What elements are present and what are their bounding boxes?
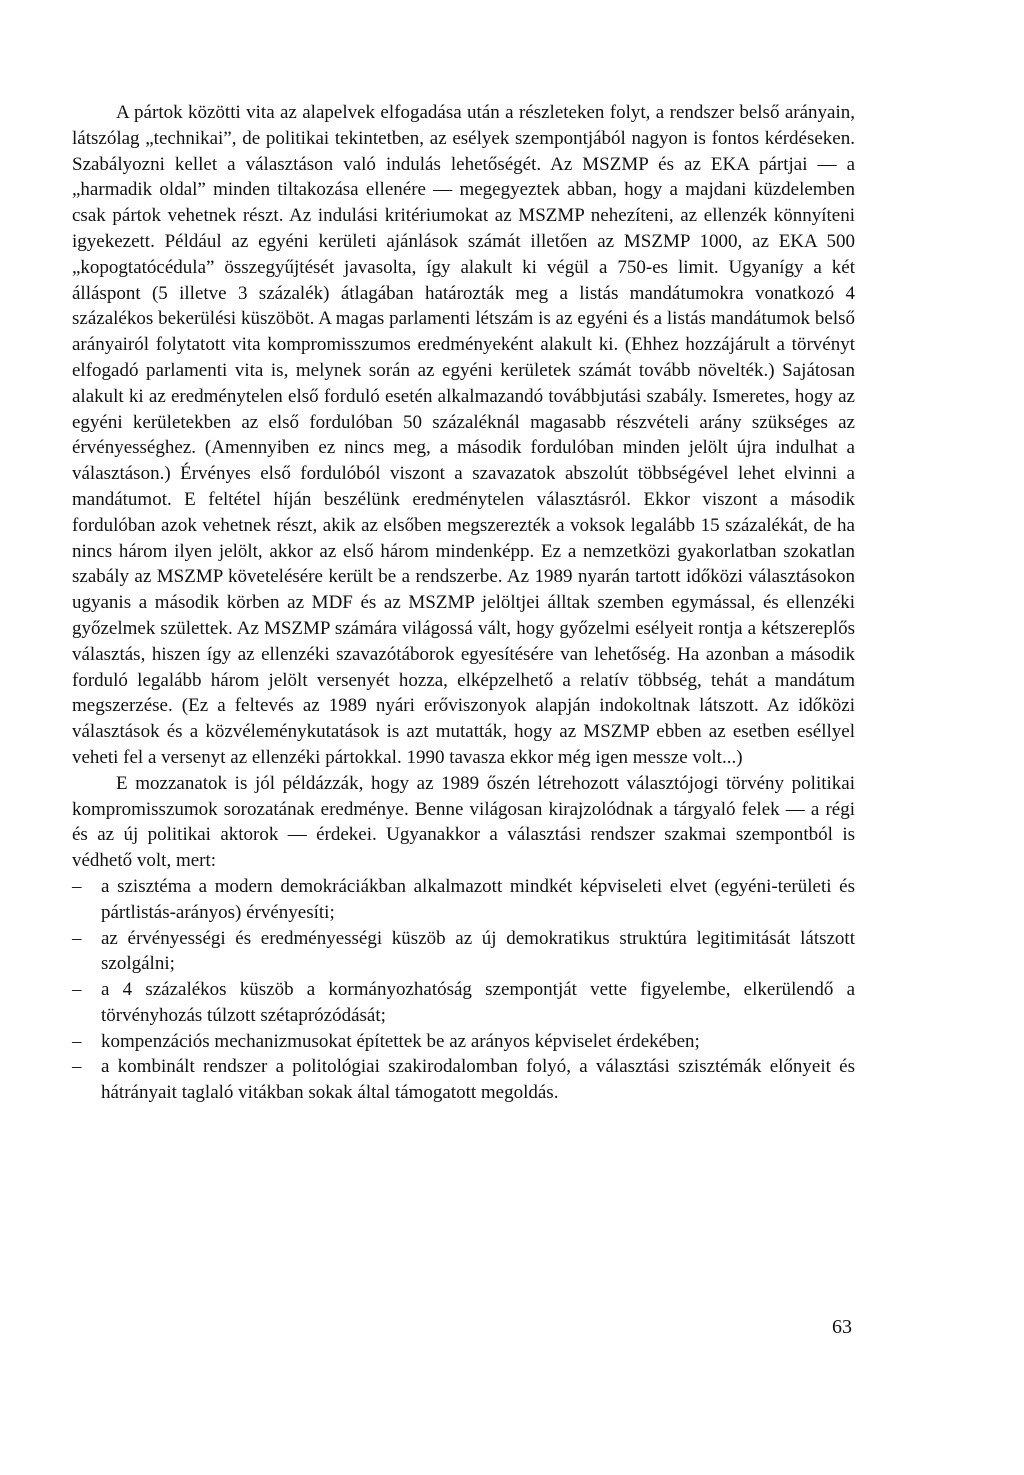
list-item [72,874,855,926]
dash-marker: – [72,1030,82,1052]
list-item-text: a szisztéma a modern demokráciákban alkalmazott mindkét képviseleti elvet (egyéni-területi és pártlistás-arányos) érvényesíti; [101,875,855,923]
list-item [72,977,855,1029]
body-text [72,100,855,1106]
list-item [72,1054,855,1106]
dash-marker: – [72,1056,82,1078]
list-item-text: a 4 százalékos küszöb a kormányozhatóság szempontját vette figyelembe, elkerülendő a törvényhozás túlzott szétaprózódását; [101,979,855,1026]
bullet-list [72,874,855,1106]
list-item [72,1029,855,1055]
list-item-text: az érvényességi és eredményességi küszöb az új demokratikus struktúra legitimitását látszott szolgálni; [101,927,855,975]
dash-marker: – [72,875,82,897]
paragraph-1: A pártok közötti vita az alapelvek elfogadása után a részleteken folyt, a rendszer belső arányain, látszólag „technikai”, de politikai tekintetben, az esélyek szempontjából nagyon is fontos kérdéseken. Szabályozni kellet a választáson való indulás lehetőségét. Az MSZMP és az EKA pártjai — a „harmadik oldal” minden tiltakozása ellenére — megegyeztek abban, hogy a majdani küzdelemben csak pártok vehetnek részt. Az indulási kritériumokat az MSZMP nehezíteni, az ellenzék könnyíteni igyekezett. Például az egyéni kerületi ajánlások számát illetően az MSZMP 1000, az EKA 500 „kopogtatócédula” összegyűjtését javasolta, így alakult ki végül a 750-es limit. Ugyanígy a két álláspont (5 illetve 3 százalék) átlagában határozták meg a listás mandátumokra vonatkozó 4 százalékos bekerülési küszöböt. A magas parlamenti létszám is az egyéni és a listás mandátumok belső arányairól folytatott vita kompromisszumos eredményeként alakult ki. (Ehhez hozzájárult a törvényt elfogadó parlamenti vita is, melynek során az egyéni kerületek számát tovább növelték.) Sajátosan alakult ki az eredménytelen első forduló esetén alkalmazandó továbbjutási szabály. Ismeretes, hogy az egyéni kerületekben az első fordulóban 50 százaléknál magasabb részvételi arány szükséges az érvényességhez. (Amennyiben ez nincs meg, a második fordulóban minden jelölt újra indulhat a választáson.) Érvényes első fordulóból viszont a szavazatok abszolút többségével lehet elvinni a mandátumot. E feltétel híján beszélünk eredménytelen választásról. Ekkor viszont a második fordulóban azok vehetnek részt, akik az elsőben megszerezték a voksok legalább 15 százalékát, de ha nincs három ilyen jelölt, akkor az első három mindenképp. Ez a nemzetközi gyakorlatban szokatlan szabály az MSZMP követelésére került be a rendszerbe. Az 1989 nyarán tartott időközi választásokon ugyanis a második körben az MDF és az MSZMP jelöltjei álltak szemben egymással, és ellenzéki győzelmek születtek. Az MSZMP számára világossá vált, hogy győzelmi esélyeit rontja a kétszereplős választás, hiszen így az ellenzéki szavazótáborok egyesítésére van lehetőség. Ha azonban a második forduló legalább három jelölt versenyét hozza, elképzelhető a relatív többség, tehát a mandátum megszerzése. (Ez a feltevés az 1989 nyári erőviszonyok alapján indokoltnak látszott. Az időközi választások és a közvéleménykutatások is azt mutatták, hogy az MSZMP ebben az esetben eséllyel veheti fel a versenyt az ellenzéki pártokkal. 1990 tavasza ekkor még igen messze volt...) [72,102,855,768]
list-item [72,926,855,978]
paragraph-2: E mozzanatok is jól példázzák, hogy az 1989 őszén létrehozott választójogi törvény politikai kompromisszumok sorozatának eredménye. Benne világosan kirajzolódnak a tárgyaló felek — a régi és az új politikai aktorok — érdekei. Ugyanakkor a választási rendszer szakmai szempontból is védhető volt, mert: [72,772,855,872]
page-number: 63 [832,1316,852,1338]
list-item-text: a kombinált rendszer a politológiai szakirodalomban folyó, a választási szisztémák előnyeit és hátrányait taglaló vitákban sokak által támogatott megoldás. [101,1056,855,1104]
dash-marker: – [72,979,82,1001]
list-item-text: kompenzációs mechanizmusokat építettek be az arányos képviselet érdekében; [101,1030,700,1052]
dash-marker: – [72,927,82,949]
